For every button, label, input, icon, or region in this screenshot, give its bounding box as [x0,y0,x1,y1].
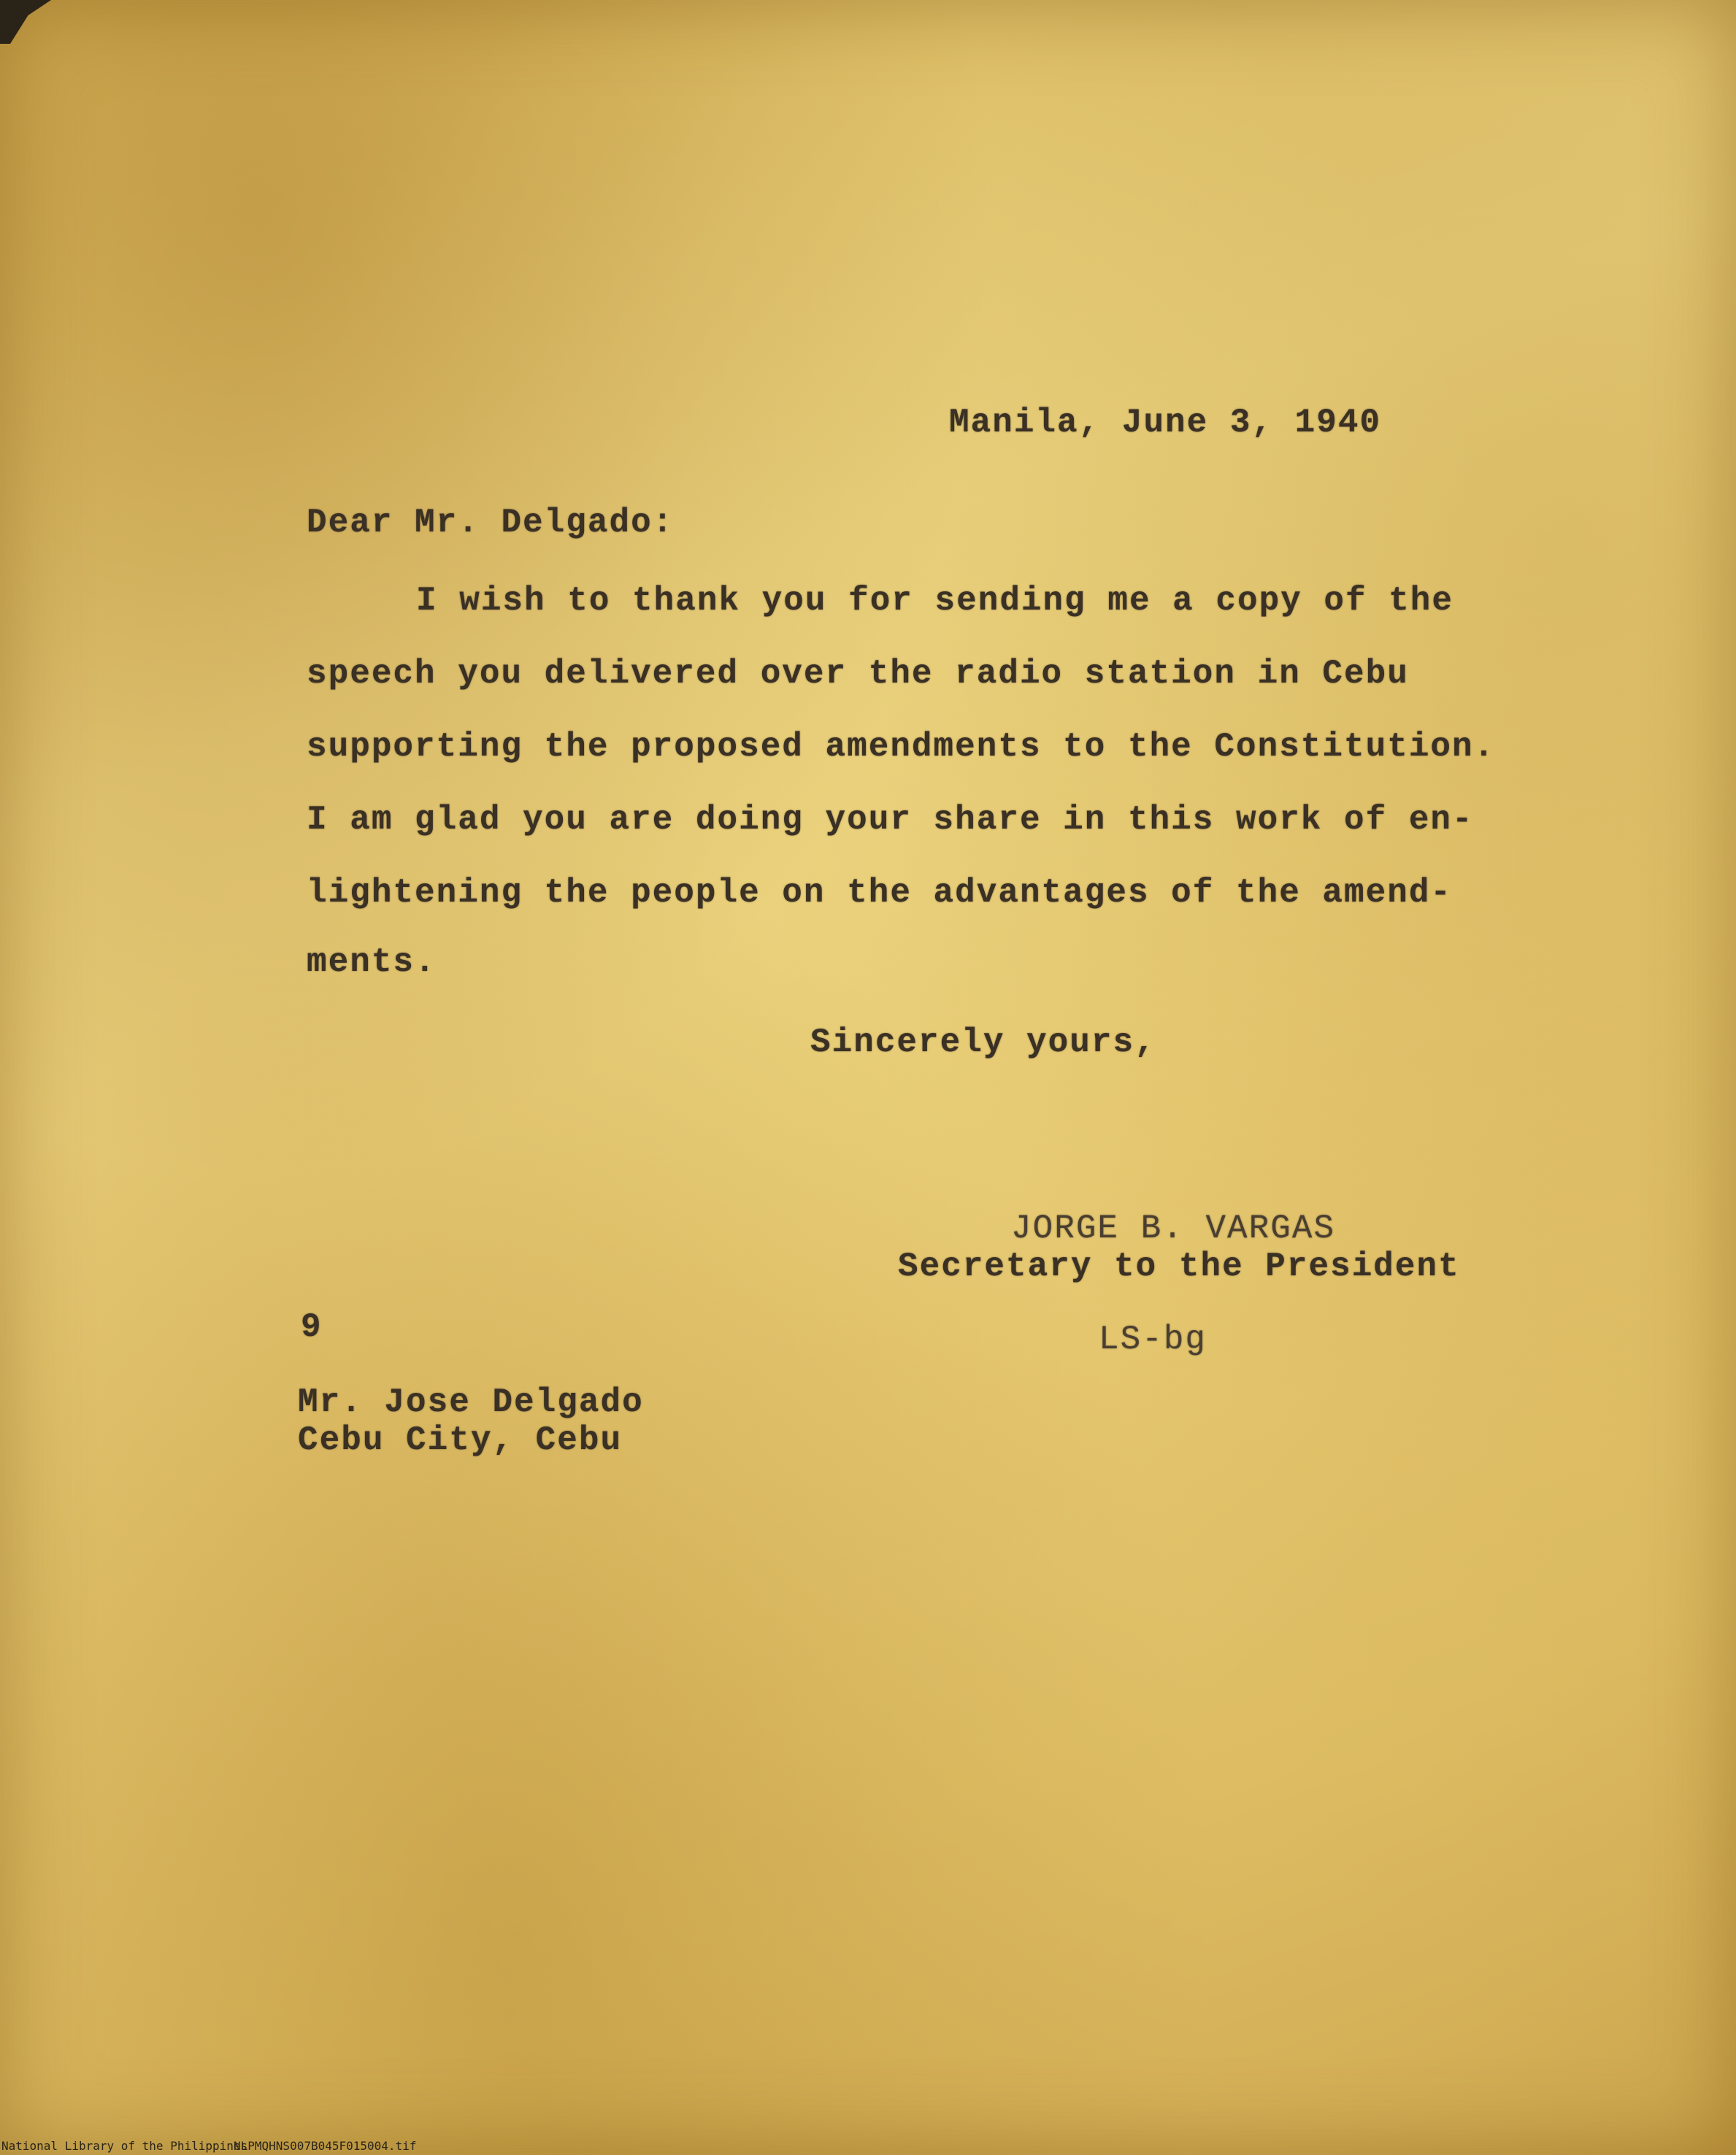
body-line: supporting the proposed amendments to the Constitution. [307,728,1496,766]
letter-salutation: Dear Mr. Delgado: [307,504,675,542]
letter-date: Manila, June 3, 1940 [949,404,1382,442]
body-line: speech you delivered over the radio station in Cebu [307,655,1409,693]
signatory-title: Secretary to the President [898,1248,1460,1286]
letter-closing: Sincerely yours, [810,1023,1156,1061]
signatory-name: JORGE B. VARGAS [1011,1210,1336,1248]
body-line: lightening the people on the advantages of the amend- [307,874,1453,912]
archive-label: National Library of the Philippines [1,2139,248,2153]
body-line: I am glad you are doing your share in this work of en- [307,801,1474,839]
body-line: I wish to thank you for sending me a copy of the [416,582,1454,620]
torn-corner [0,0,51,44]
file-id-label: NLPMQHNS007B045F015004.tif [234,2139,417,2153]
recipient-name: Mr. Jose Delgado [298,1383,644,1421]
recipient-city: Cebu City, Cebu [298,1421,623,1459]
body-line: ments. [307,943,437,981]
reference-initials: LS-bg [1099,1321,1207,1359]
file-number: 9 [301,1308,323,1346]
